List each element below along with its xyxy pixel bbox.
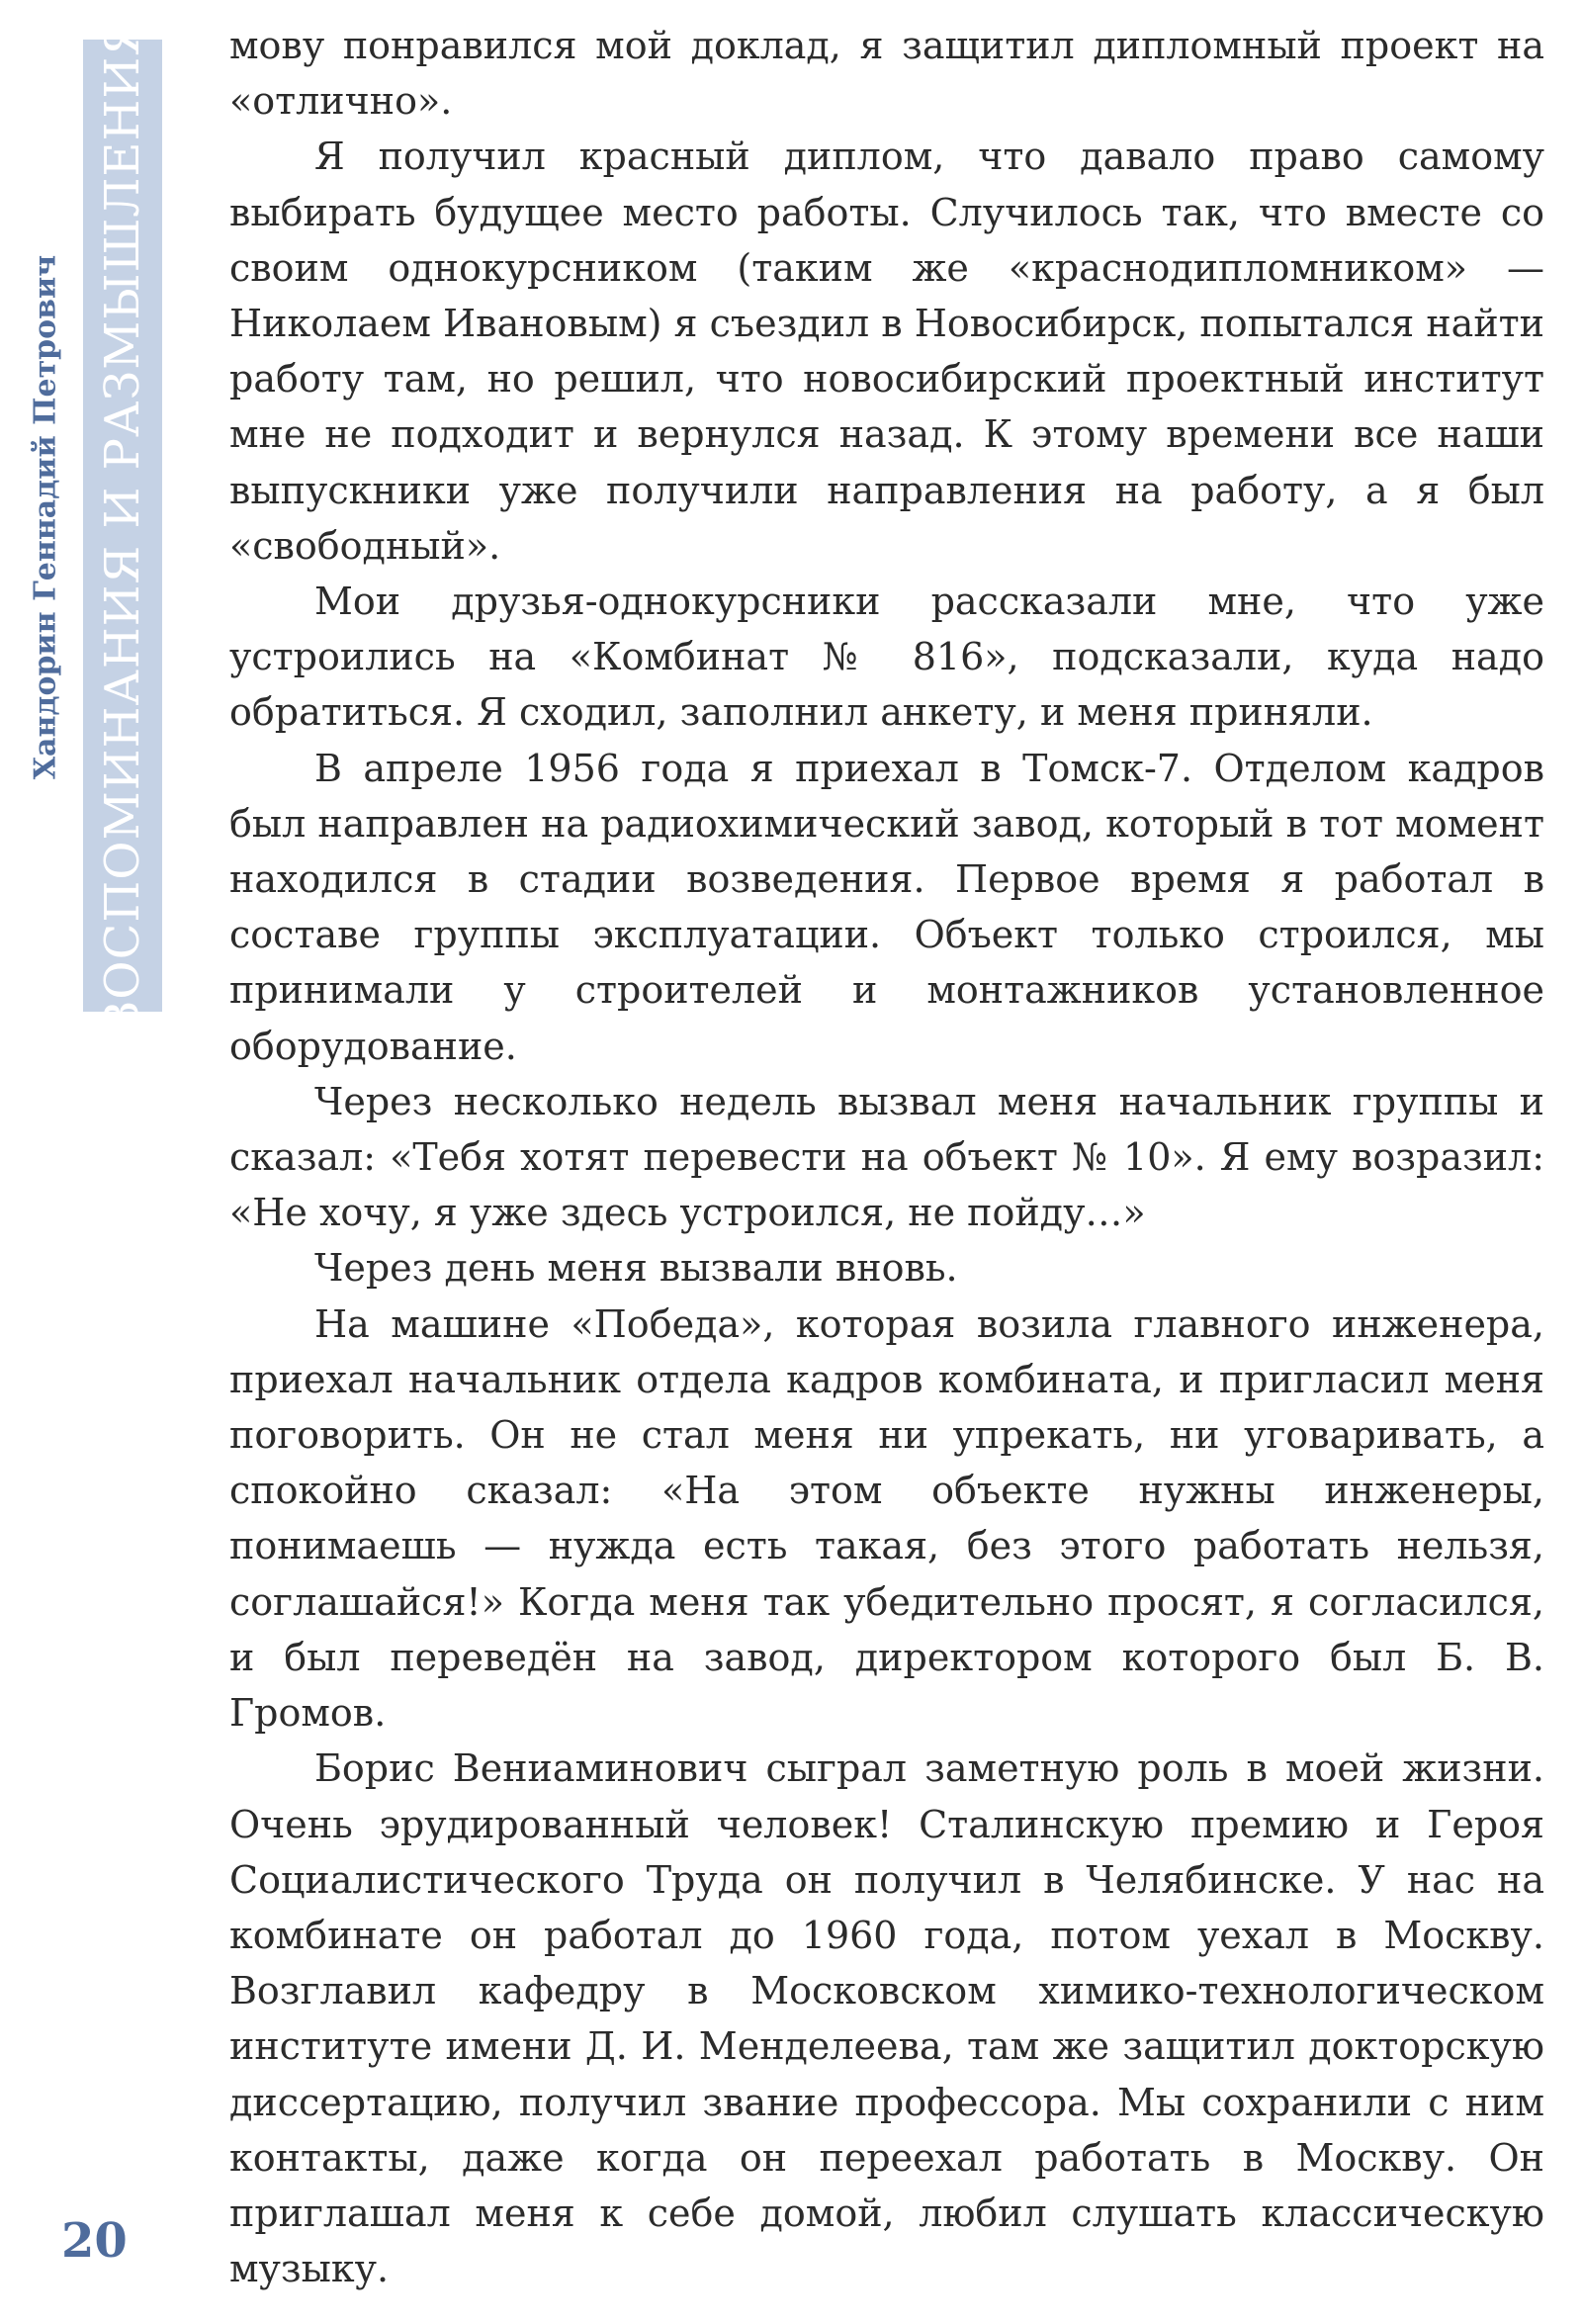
- paragraph: Через несколько недель вызвал меня начальник группы и сказал: «Тебя хотят перевести на объект № 10». Я ему возразил: «Не хочу, я уже здесь устроился, не пойду…»: [229, 1079, 1544, 1235]
- section-title: ВОСПОМИНАНИЯ И РАЗМЫШЛЕНИЯ: [95, 17, 150, 1035]
- body-text: [229, 18, 1544, 2296]
- page-number: 20: [61, 2213, 128, 2269]
- paragraph: Борис Вениаминович сыграл заметную роль в моей жизни. Очень эрудированный человек! Сталинскую премию и Героя Социалистического Труда он получил в Челябинске. У нас на комбинате он работал до 1960 года, потом уехал в Москву. Возглавил кафедру в Московском химико-технологическом институте имени Д. И. Менделеева, там же защитил докторскую диссертацию, получил звание профессора. Мы сохранили с ним контакты, даже когда он переехал работать в Москву. Он приглашал меня к себе домой, любил слушать классическую музыку.: [229, 1746, 1544, 2291]
- paragraph: Через день меня вызвали вновь.: [314, 1246, 958, 1291]
- paragraph: Мои друзья-однокурсники рассказали мне, что уже устроились на «Комбинат № 816», подсказали, куда надо обратиться. Я сходил, заполнил анкету, и меня приняли.: [229, 580, 1544, 735]
- paragraph: мову понравился мой доклад, я защитил дипломный проект на «отлично».: [229, 24, 1544, 124]
- author-name: Хандорин Геннадий Петрович: [28, 254, 63, 780]
- paragraph: В апреле 1956 года я приехал в Томск-7. Отделом кадров был направлен на радиохимический завод, который в тот момент находился в стадии возведения. Первое время я работал в составе группы эксплуатации. Объект только строился, мы принимали у строителей и монтажников установленное оборудование.: [229, 746, 1544, 1068]
- paragraph: Я получил красный диплом, что давало право самому выбирать будущее место работы. Случилось так, что вместе со своим однокурсником (таким же «краснодипломником» — Николаем Ивановым) я съездил в Новосибирск, попытался найти работу там, но решил, что новосибирский проектный институт мне не подходит и вернулся назад. К этому времени все наши выпускники уже получили направления на работу, а я был «свободный».: [229, 134, 1544, 568]
- paragraph: На машине «Победа», которая возила главного инженера, приехал начальник отдела кадров комбината, и пригласил меня поговорить. Он не стал меня ни упрекать, ни уговаривать, а спокойно сказал: «На этом объекте нужны инженеры, понимаешь — нужда есть такая, без этого работать нельзя, соглашайся!» Когда меня так убедительно просят, я согласился, и был переведён на завод, директором которого был Б. В. Громов.: [229, 1301, 1544, 1736]
